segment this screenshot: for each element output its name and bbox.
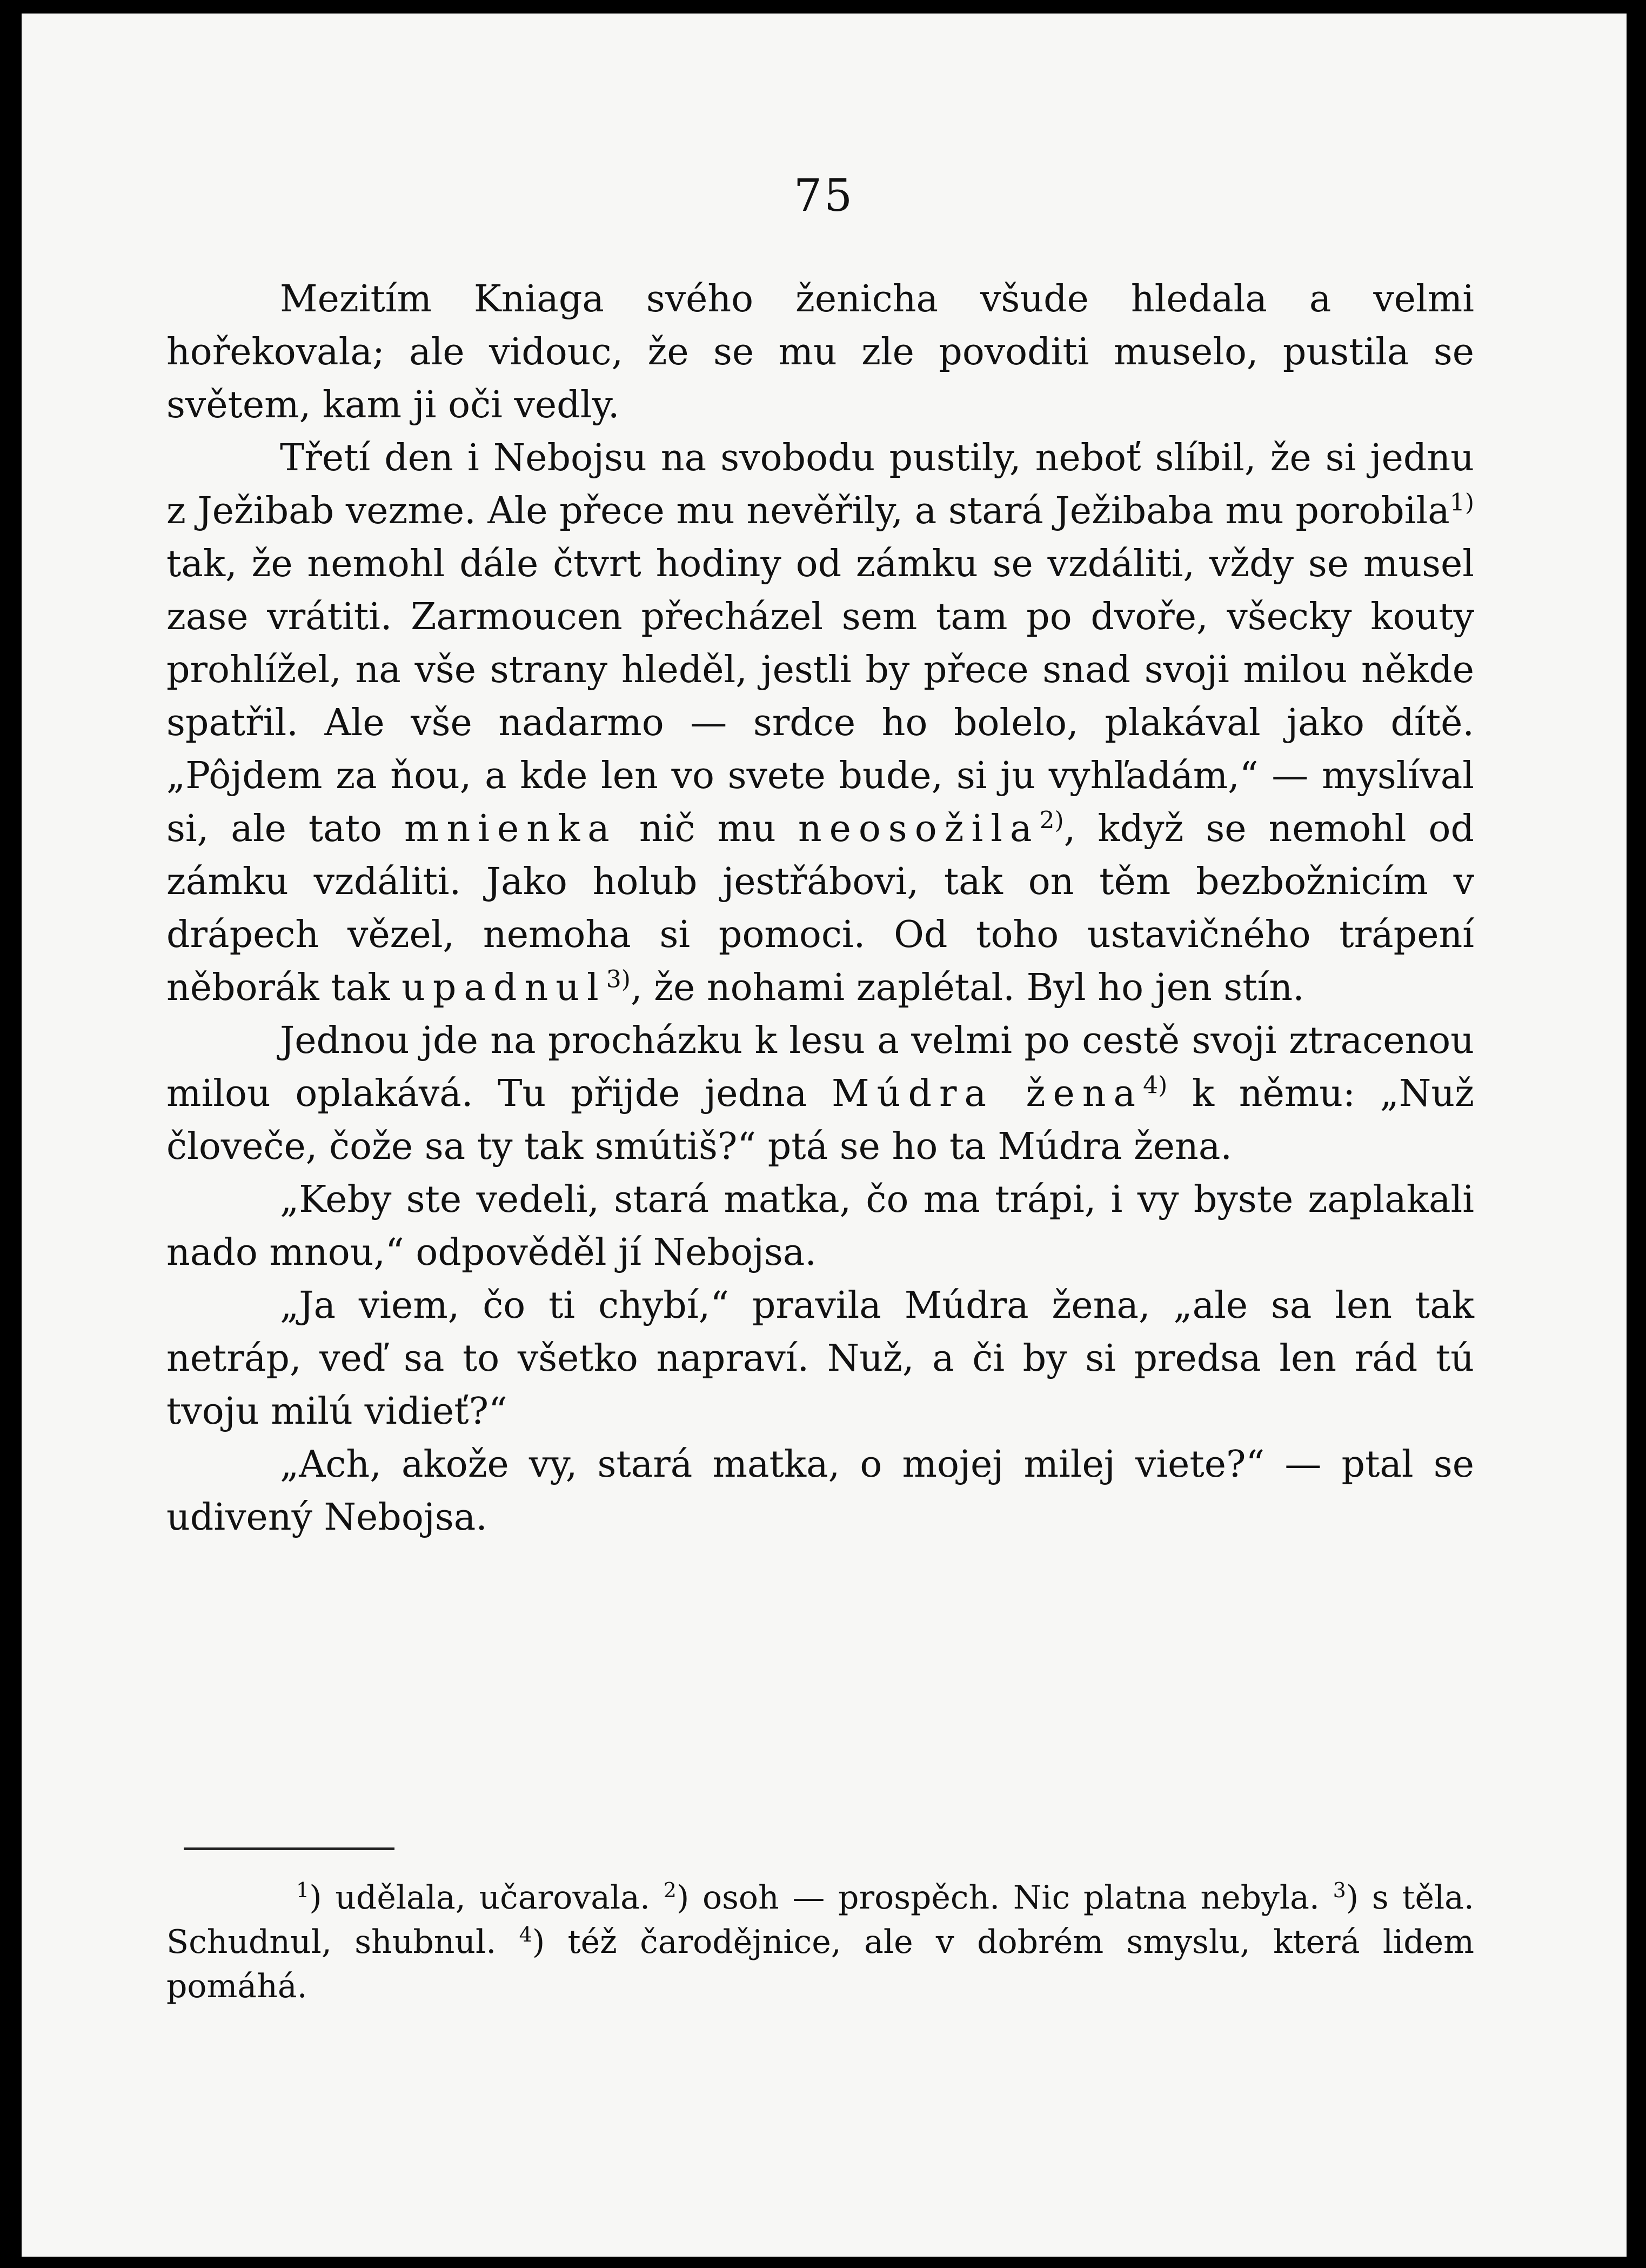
footnote-number: 3 <box>1333 1878 1346 1902</box>
spaced-term: mnienka <box>404 808 617 850</box>
text-run: Třetí den i Nebojsu na svobodu pustily, neboť slíbil, že si jednu z Ježibab vezme. Ale přece mu nevěřily, a stará Ježibaba mu porobila <box>166 437 1474 532</box>
footnote-text: ) též čarodějnice, ale v dobrém smyslu, která lidem pomáhá. <box>166 1923 1475 2005</box>
footnote-number: 2 <box>663 1878 677 1902</box>
paragraph <box>166 1279 1474 1438</box>
book-page <box>22 14 1627 2257</box>
paragraph <box>166 432 1474 1015</box>
footnote-text: ) udělala, učarovala. <box>309 1879 664 1917</box>
spaced-term: upadnul <box>402 966 606 1009</box>
text-run: , že nohami zaplétal. Byl ho jen stín. <box>630 966 1304 1009</box>
page-number: 75 <box>793 170 855 222</box>
footnote-number: 4 <box>519 1923 532 1946</box>
footnote-divider <box>184 1847 394 1850</box>
body-text <box>166 273 1474 1544</box>
spaced-term: neosožila <box>798 808 1040 850</box>
paragraph <box>166 1015 1474 1173</box>
text-run: „Keby ste vedeli, stará matka, čo ma trápi, i vy byste zaplakali nado mnou,“ odpověděl jí Nebojsa. <box>166 1178 1474 1274</box>
paragraph <box>166 273 1474 432</box>
text-run: nič mu <box>617 808 798 850</box>
footnotes <box>166 1876 1474 2009</box>
footnote-ref: 1) <box>1449 489 1474 517</box>
text-run: „Ja viem, čo ti chybí,“ pravila Múdra žena, „ale sa len tak netráp, veď sa to všetko napraví. Nuž, a či by si predsa len rád tú tvoju milú vidieť?“ <box>166 1284 1474 1433</box>
paragraph <box>166 1438 1474 1544</box>
text-run: Mezitím Kniaga svého ženicha všude hledala a velmi hořekovala; ale vidouc, že se mu zle povoditi muselo, pustila se světem, kam ji oči vedly. <box>166 278 1474 426</box>
footnote-ref: 2) <box>1039 806 1064 835</box>
spaced-term: Múdra žena <box>832 1072 1143 1115</box>
footnote-text: ) s těla. Schudnul, shubnul. <box>166 1879 1474 1961</box>
footnote-number: 1 <box>296 1878 310 1902</box>
text-run: Jednou jde na procházku k lesu a velmi po cestě svoji ztracenou milou oplakává. Tu přijde jedna <box>166 1019 1474 1115</box>
text-run: tak, že nemohl dále čtvrt hodiny od zámku se vzdáliti, vždy se musel zase vrátiti. Zarmoucen přecházel sem tam po dvoře, všecky kouty prohlížel, na vše strany hleděl, jestli by přece snad svoji milou někde spatřil. Ale vše nadarmo — srdce ho bolelo, plakával jako dítě. „Pôjdem za ňou, a kde len vo svete bude, si ju vyhľadám,“ — myslíval si, ale tato <box>166 543 1474 850</box>
text-run: , když se nemohl od zámku vzdáliti. Jako holub jestřábovi, tak on těm bezbožnicím v drápech vězel, nemoha si pomoci. Od toho ustavičného trápení něborák tak <box>166 808 1474 1009</box>
paragraph <box>166 1173 1474 1279</box>
text-run: „Ach, akože vy, stará matka, o mojej milej viete?“ — ptal se udivený Nebojsa. <box>166 1443 1474 1539</box>
footnote-ref: 3) <box>606 965 631 993</box>
text-run: k němu: „Nuž človeče, čože sa ty tak smútiš?“ ptá se ho ta Múdra žena. <box>166 1072 1474 1168</box>
footnote-text: ) osoh — prospěch. Nic platna nebyla. <box>676 1879 1333 1917</box>
footnote-ref: 4) <box>1143 1071 1168 1099</box>
